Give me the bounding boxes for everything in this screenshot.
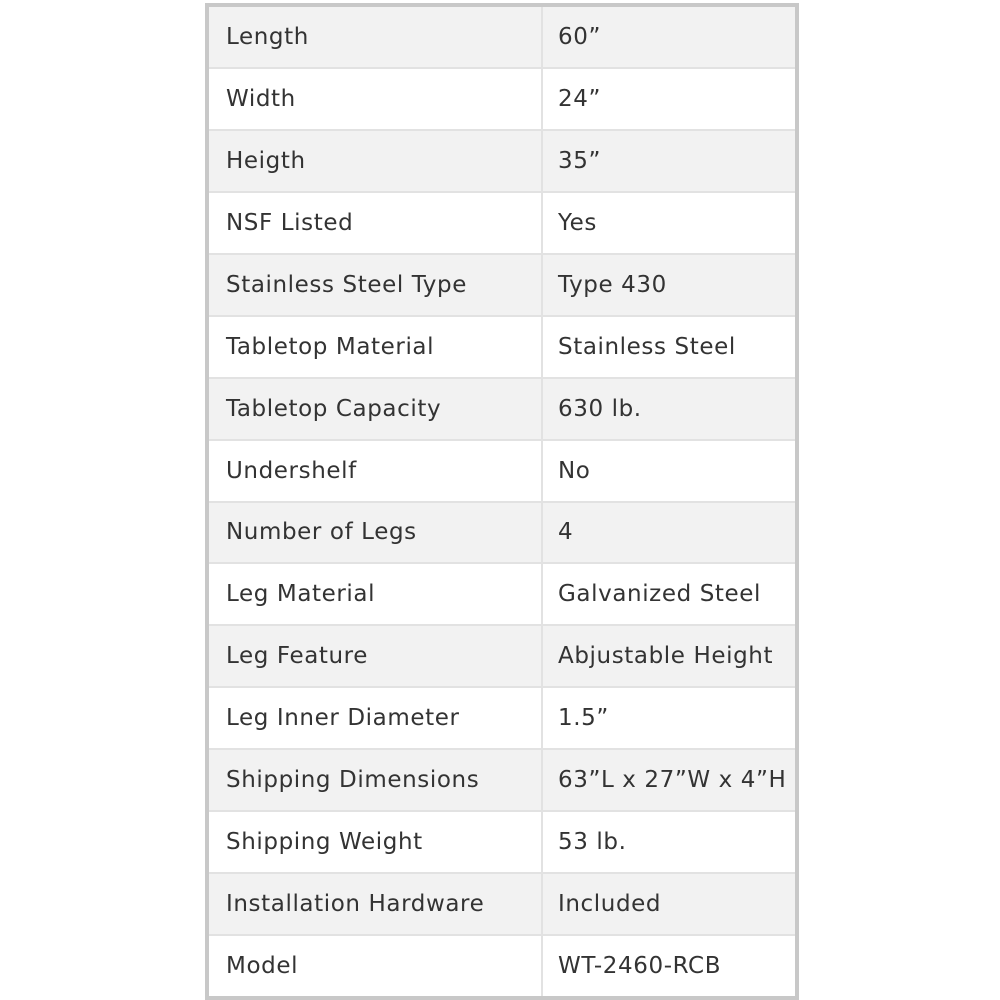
spec-label: NSF Listed <box>209 193 543 253</box>
table-row <box>209 688 795 750</box>
spec-value: Type 430 <box>558 271 667 298</box>
spec-label: Tabletop Material <box>209 317 543 377</box>
spec-label: Shipping Weight <box>209 812 543 872</box>
spec-label: Leg Feature <box>209 626 543 686</box>
spec-value: 1.5” <box>558 705 609 732</box>
table-row <box>209 812 795 874</box>
spec-label: Leg Material <box>209 564 543 624</box>
spec-label: Undershelf <box>209 441 543 501</box>
spec-label: Width <box>209 69 543 129</box>
spec-table-frame <box>205 3 799 1000</box>
spec-label: Installation Hardware <box>209 874 543 934</box>
table-row <box>209 317 795 379</box>
spec-label: Tabletop Capacity <box>209 379 543 439</box>
table-row <box>209 564 795 626</box>
spec-label: Length <box>209 7 543 67</box>
table-row <box>209 7 795 69</box>
table-row <box>209 193 795 255</box>
table-row <box>209 750 795 812</box>
table-row <box>209 69 795 131</box>
spec-value: Galvanized Steel <box>558 581 762 608</box>
spec-value: 24” <box>558 85 601 112</box>
spec-value: 4 <box>558 519 574 546</box>
table-row <box>209 379 795 441</box>
spec-value: Stainless Steel <box>558 333 736 360</box>
spec-label: Number of Legs <box>209 503 543 563</box>
spec-label: Stainless Steel Type <box>209 255 543 315</box>
spec-label: Heigth <box>209 131 543 191</box>
spec-value: Yes <box>558 209 597 236</box>
table-row <box>209 131 795 193</box>
spec-value: 63”L x 27”W x 4”H <box>558 767 787 794</box>
spec-label: Shipping Dimensions <box>209 750 543 810</box>
spec-value: WT-2460-RCB <box>558 953 722 980</box>
table-row <box>209 255 795 317</box>
spec-value: 60” <box>558 23 601 50</box>
spec-table <box>209 7 795 996</box>
spec-value: 35” <box>558 147 601 174</box>
table-row <box>209 626 795 688</box>
spec-value: No <box>558 457 591 484</box>
table-row <box>209 441 795 503</box>
spec-value: Included <box>558 891 662 918</box>
table-row <box>209 936 795 996</box>
spec-value: Abjustable Height <box>558 643 774 670</box>
spec-label: Model <box>209 936 543 996</box>
spec-label: Leg Inner Diameter <box>209 688 543 748</box>
spec-value: 630 lb. <box>558 395 642 422</box>
table-row <box>209 503 795 565</box>
spec-value: 53 lb. <box>558 829 627 856</box>
table-row <box>209 874 795 936</box>
